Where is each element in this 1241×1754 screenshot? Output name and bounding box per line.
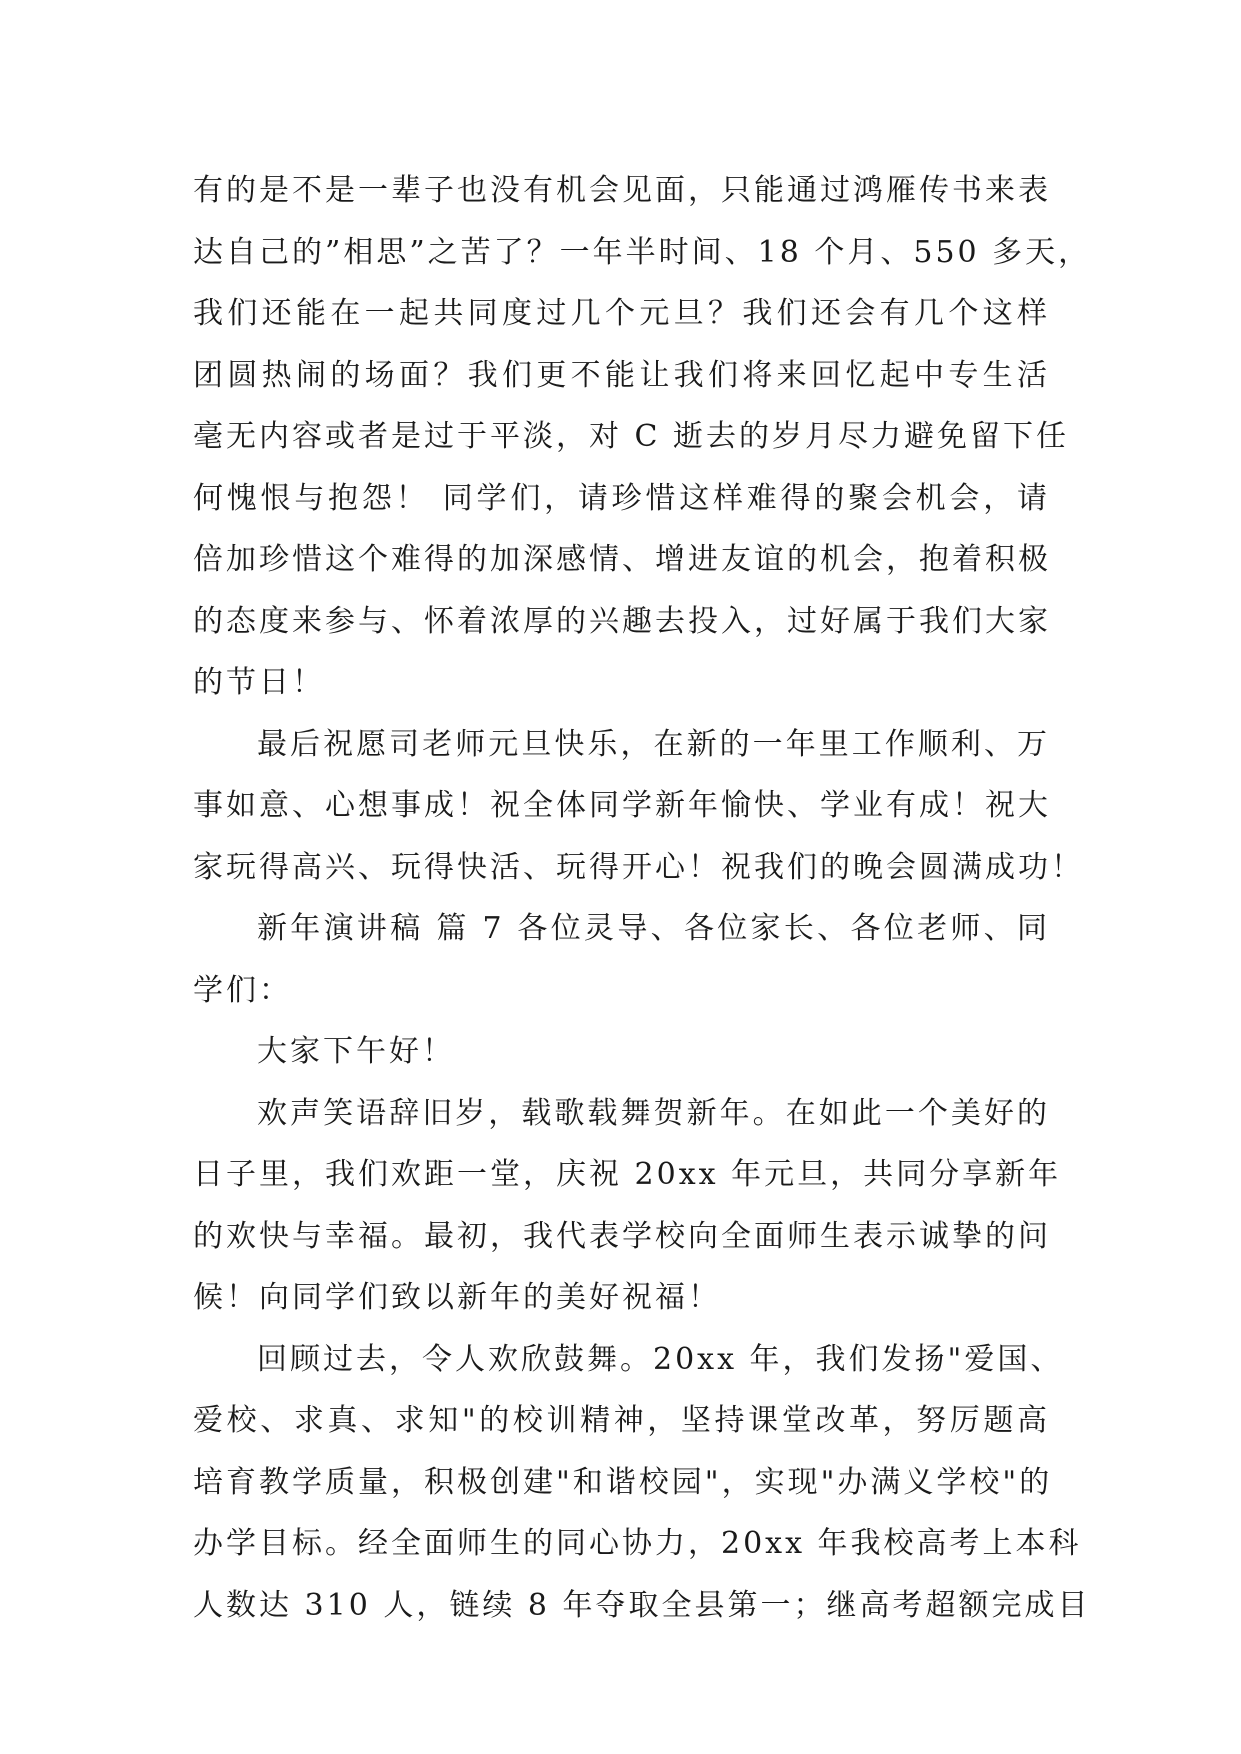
text-line: 事如意、心想事成！祝全体同学新年愉快、学业有成！祝大 [193, 788, 1051, 823]
text-line: 家玩得高兴、玩得快活、玩得开心！祝我们的晚会圆满成功！ [193, 849, 1084, 885]
text-line: 培育教学质量，积极创建"和谐校园"，实现"办满义学校"的 [193, 1464, 1053, 1500]
paragraph [193, 1083, 1062, 1329]
text-line: 我们还能在一起共同度过几个元旦？我们还会有几个这样 [193, 296, 1050, 331]
text-line: 的节日！ [193, 665, 325, 700]
text-line: 最后祝愿司老师元旦快乐，在新的一年里工作顺利、万 [257, 726, 1050, 762]
body-text [193, 160, 1092, 1636]
text-line: 办学目标。经全面师生的同心协力，20xx 年我校高考上本科 [193, 1526, 1082, 1561]
text-line: 的欢快与幸福。最初，我代表学校向全面师生表示诚挚的问 [193, 1218, 1051, 1254]
paragraph [193, 160, 1092, 714]
paragraph [193, 1329, 1091, 1637]
text-line: 回顾过去，令人欢欣鼓舞。20xx 年，我们发扬"爱国、 [257, 1341, 1064, 1377]
paragraph [193, 714, 1084, 899]
paragraph [193, 898, 1050, 1021]
text-line: 有的是不是一辈子也没有机会见面，只能通过鸿雁传书来表 [193, 173, 1051, 208]
text-line: 人数达 310 人，链续 8 年夺取全县第一；继高考超额完成目 [193, 1587, 1091, 1623]
text-line: 团圆热闹的场面？我们更不能让我们将来回忆起中专生活 [193, 357, 1050, 393]
text-line: 的态度来参与、怀着浓厚的兴趣去投入，过好属于我们大家 [193, 603, 1051, 639]
text-line: 新年演讲稿 篇 7 各位灵导、各位家长、各位老师、同 [257, 911, 1050, 946]
text-line: 候！向同学们致以新年的美好祝福！ [193, 1280, 721, 1315]
text-line: 毫无内容或者是过于平淡，对 C 逝去的岁月尽力避免留下任 [193, 419, 1070, 454]
text-line: 爱校、求真、求知"的校训精神，坚持课堂改革，努厉题高 [193, 1403, 1050, 1438]
text-line: 达自己的”相思”之苦了？一年半时间、18 个月、550 多天， [193, 234, 1092, 270]
text-line: 欢声笑语辞旧岁，载歌载舞贺新年。在如此一个美好的 [257, 1095, 1050, 1131]
paragraph [193, 1021, 1050, 1083]
text-line: 日子里，我们欢距一堂，庆祝 20xx 年元旦，共同分享新年 [193, 1157, 1062, 1192]
text-line: 大家下午好！ [257, 1034, 455, 1069]
text-line: 学们： [193, 972, 292, 1008]
text-line: 何愧恨与抱怨！ 同学们，请珍惜这样难得的聚会机会，请 [193, 480, 1050, 516]
text-line: 倍加珍惜这个难得的加深感情、增进友谊的机会，抱着积极 [193, 542, 1051, 577]
